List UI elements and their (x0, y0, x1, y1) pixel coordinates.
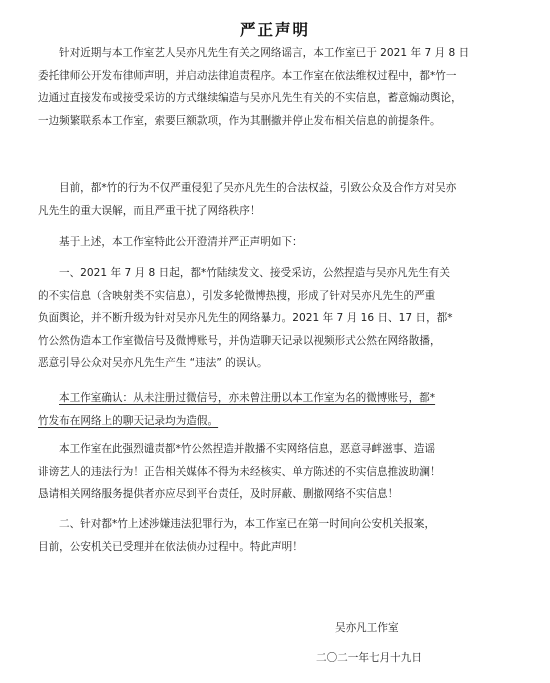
paragraph-line: 负面舆论，并不断升级为针对吴亦凡先生的网络暴力。2021 年 7 月 16 日、17 日，都* (38, 312, 453, 324)
document-title: 严正声明 (239, 21, 310, 39)
paragraph-condemnation (38, 438, 518, 506)
paragraph-intro (38, 42, 518, 132)
paragraph-line: 恶意引导公众对吴亦凡先生产生 “违法” 的误认。 (38, 357, 268, 369)
signature-studio: 吴亦凡工作室 (335, 622, 399, 634)
paragraph-line: 一边频繁联系本工作室，索要巨额款项，作为其删撤并停止发布相关信息的前提条件。 (38, 114, 441, 127)
paragraph-line: 委托律师公开发布律师声明，并启动法律追责程序。本工作室在依法维权过程中，都*竹一 (38, 69, 457, 82)
paragraph-point-one (38, 262, 518, 375)
paragraph-line: 的不实信息（含映射类不实信息），引发多轮微博热搜，形成了针对吴亦凡先生的严重 (38, 289, 436, 302)
paragraph-point-two (38, 513, 518, 558)
paragraph-line: 恳请相关网络服务提供者亦应尽到平台责任，及时屏蔽、删撤网络不实信息！ (38, 488, 399, 500)
paragraph-line: 针对近期与本工作室艺人吴亦凡先生有关之网络谣言，本工作室已于 2021 年 7 月 8 日 (59, 47, 470, 59)
paragraph-line: 一、2021 年 7 月 8 日起，都*竹陆续发文、接受采访，公然捏造与吴亦凡先生有关 (59, 267, 450, 279)
paragraph-line: 二、针对都*竹上述涉嫌违法犯罪行为，本工作室已在第一时间向公安机关报案， (59, 518, 436, 530)
paragraph-line: 竹公然伪造本工作室微信号及微博账号，并伪造聊天记录以视频形式公然在网络散播， (38, 334, 441, 347)
paragraph-declaration-intro (38, 231, 518, 254)
paragraph-line: 边通过直接发布或接受采访的方式继续编造与吴亦凡先生有关的不实信息，蓄意煽动舆论， (38, 92, 462, 104)
paragraph-line: 目前，都*竹的行为不仅严重侵犯了吴亦凡先生的合法权益，引致公众及合作方对吴亦 (59, 182, 457, 194)
paragraph-line: 基于上述，本工作室特此公开澄清并严正声明如下： (59, 236, 303, 248)
paragraph-line: 凡先生的重大误解，而且严重干扰了网络秩序！ (38, 204, 261, 217)
paragraph-line: 竹发布在网络上的聊天记录均为造假。 (38, 414, 219, 427)
paragraph-confirmation (38, 387, 518, 432)
paragraph-current-situation (38, 177, 518, 222)
paragraph-line: 目前，公安机关已受理并在依法侦办过程中。特此声明！ (38, 540, 303, 553)
paragraph-line: 本工作室确认：从未注册过微信号，亦未曾注册以本工作室为名的微博账号，都* (59, 392, 436, 404)
paragraph-line: 本工作室在此强烈谴责都*竹公然捏造并散播不实网络信息，恶意寻衅滋事、造谣 (59, 443, 436, 455)
signature-date: 二〇二一年七月十九日 (316, 652, 422, 664)
paragraph-line: 诽谤艺人的违法行为！正告相关媒体不得为未经核实、单方陈述的不实信息推波助澜！ (38, 465, 441, 478)
